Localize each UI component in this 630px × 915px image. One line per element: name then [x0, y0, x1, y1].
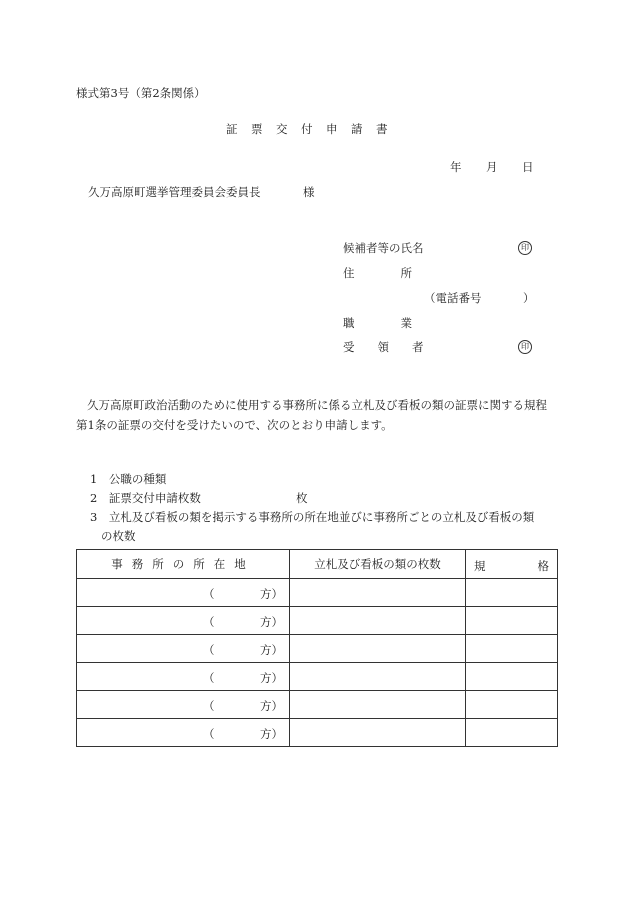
spec-cell[interactable] — [466, 691, 558, 719]
paren-open: （ — [203, 671, 215, 685]
item-3-line1: 3 立札及び看板の類を掲示する事務所の所在地並びに事務所ごとの立札及び看板の類 — [90, 510, 535, 524]
paren-close: 方） — [260, 727, 283, 741]
table-row — [77, 691, 558, 719]
spec-cell[interactable] — [466, 579, 558, 607]
location-cell[interactable] — [77, 719, 290, 747]
table-row — [77, 579, 558, 607]
paren-open: （ — [203, 615, 215, 629]
item-3-line2: の枚数 — [101, 529, 136, 543]
item-1: 1 公職の種類 — [90, 472, 167, 486]
spec-cell[interactable] — [466, 635, 558, 663]
header-spec-right: 格 — [537, 559, 549, 573]
location-cell[interactable] — [77, 579, 290, 607]
count-cell[interactable] — [290, 691, 466, 719]
item-2: 2 証票交付申請枚数 — [90, 491, 201, 505]
document-title: 証 票 交 付 申 請 書 — [226, 122, 389, 136]
paren-close: 方） — [260, 671, 283, 685]
paren-open: （ — [203, 699, 215, 713]
paren-close: 方） — [260, 615, 283, 629]
date-month: 月 — [486, 160, 498, 174]
header-spec — [466, 550, 558, 579]
location-cell[interactable] — [77, 635, 290, 663]
recipient-label: 受 領 者 — [343, 340, 424, 354]
count-cell[interactable] — [290, 635, 466, 663]
recipient-seal-icon: 印 — [518, 340, 532, 354]
header-count: 立札及び看板の類の枚数 — [290, 550, 466, 579]
location-cell[interactable] — [77, 663, 290, 691]
location-cell[interactable] — [77, 691, 290, 719]
phone-close: ） — [523, 291, 535, 305]
count-cell[interactable] — [290, 579, 466, 607]
seal-icon: 印 — [518, 241, 532, 255]
table-row — [77, 607, 558, 635]
count-cell[interactable] — [290, 607, 466, 635]
paren-close: 方） — [260, 643, 283, 657]
paren-open: （ — [203, 727, 215, 741]
application-statement: 久万高原町政治活動のために使用する事務所に係る立札及び看板の類の証票に関する規程第1条の証票の交付を受けたいので、次のとおり申請します。 — [76, 398, 547, 432]
date-year: 年 — [450, 160, 462, 174]
count-cell[interactable] — [290, 719, 466, 747]
spec-cell[interactable] — [466, 607, 558, 635]
occupation-label: 職 業 — [343, 316, 412, 330]
table-row — [77, 635, 558, 663]
date-day: 日 — [522, 160, 534, 174]
form-label: 様式第3号（第2条関係） — [76, 86, 206, 100]
paren-open: （ — [203, 643, 215, 657]
addressee-honorific: 様 — [303, 185, 315, 199]
candidate-name-label: 候補者等の氏名 — [343, 241, 424, 255]
header-location: 事務所の所在地 — [77, 550, 290, 579]
spec-cell[interactable] — [466, 719, 558, 747]
location-cell[interactable] — [77, 607, 290, 635]
paren-close: 方） — [260, 587, 283, 601]
spec-cell[interactable] — [466, 663, 558, 691]
office-table — [76, 549, 558, 747]
table-row — [77, 719, 558, 747]
addressee-name: 久万高原町選挙管理委員会委員長 — [88, 185, 261, 199]
paren-close: 方） — [260, 699, 283, 713]
address-label: 住 所 — [343, 266, 412, 280]
table-header-row — [77, 550, 558, 579]
table-row — [77, 663, 558, 691]
item-2-unit: 枚 — [296, 491, 308, 505]
count-cell[interactable] — [290, 663, 466, 691]
paren-open: （ — [203, 587, 215, 601]
header-spec-left: 規 — [474, 559, 486, 573]
phone-label: （電話番号 — [424, 291, 482, 305]
